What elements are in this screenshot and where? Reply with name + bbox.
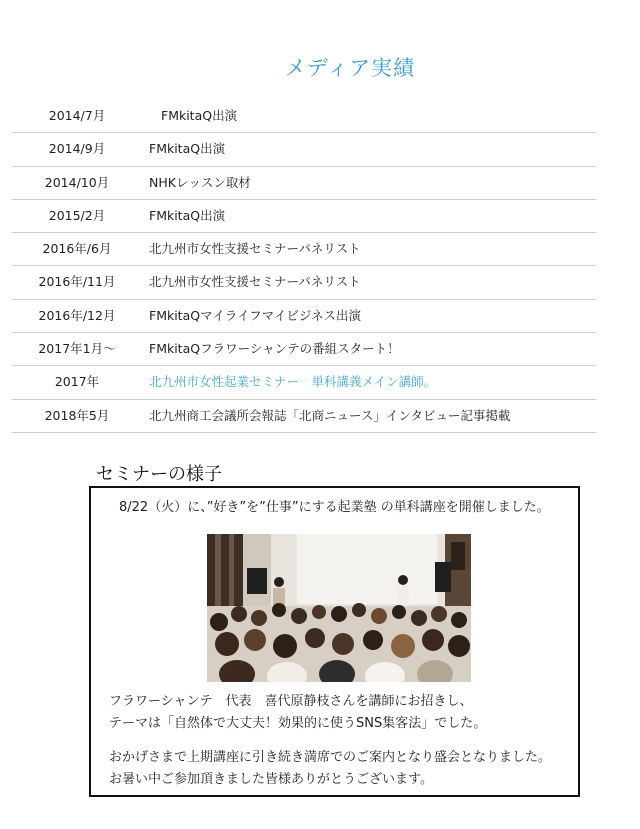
row-date: 2016年/12月 [38, 307, 116, 323]
page-title: メディア実績 [284, 56, 416, 80]
seminar-text-line: おかげさまで上期講座に引き続き満席でのご案内となり盛会となりました。 [109, 750, 552, 765]
row-date: 2017年1月～ [38, 341, 116, 357]
seminar-heading: セミナーの様子 [96, 464, 222, 485]
row-description: NHKレッスン取材 [149, 174, 251, 190]
row-description-link[interactable]: 北九州市女性起業セミナー 単科講義メイン講師。 [149, 374, 437, 390]
row-description: FMkitaQ出演 [149, 207, 226, 223]
table-row [12, 233, 596, 266]
seminar-text-line: フラワーシャンテ 代表 喜代原静枝さんを講師にお招きし、 [109, 694, 473, 709]
row-date: 2015/2月 [48, 207, 106, 223]
row-date: 2014/7月 [48, 108, 106, 123]
row-description: FMkitaQ出演 [161, 108, 238, 123]
row-date: 2018年5月 [44, 407, 110, 423]
table-row [12, 400, 596, 433]
table-row [12, 333, 596, 366]
table-row [12, 133, 596, 166]
seminar-photo [207, 534, 471, 682]
table-row [12, 100, 596, 133]
table-row [12, 200, 596, 233]
row-date: 2016年/11月 [38, 274, 116, 290]
seminar-text-line: お暑い中ご参加頂きました皆様ありがとうございます。 [109, 772, 433, 787]
row-description: 北九州商工会議所会報誌「北商ニュース」インタビュー記事掲載 [149, 407, 511, 423]
media-table [12, 100, 596, 433]
row-date: 2014/10月 [44, 174, 110, 190]
row-date: 2014/9月 [48, 141, 106, 157]
row-description: 北九州市女性支援セミナーパネリスト [149, 241, 361, 257]
seminar-text-line: テーマは「自然体で大丈夫！効果的に使うSNS集客法」でした。 [109, 716, 487, 731]
seminar-intro: 8/22（火）に、”好き”を”仕事”にする起業塾 の単科講座を開催しました。 [119, 500, 550, 515]
row-date: 2017年 [54, 374, 100, 390]
table-row [12, 167, 596, 200]
row-date: 2016年/6月 [42, 241, 112, 257]
table-row [12, 266, 596, 299]
row-description: FMkitaQフラワーシャンテの番組スタート！ [149, 341, 400, 357]
row-description: FMkitaQ出演 [149, 141, 226, 157]
seminar-box [89, 486, 580, 797]
row-description: 北九州市女性支援セミナーパネリスト [149, 274, 361, 290]
table-row [12, 300, 596, 333]
row-description: FMkitaQマイライフマイビジネス出演 [149, 307, 361, 323]
table-row [12, 366, 596, 399]
